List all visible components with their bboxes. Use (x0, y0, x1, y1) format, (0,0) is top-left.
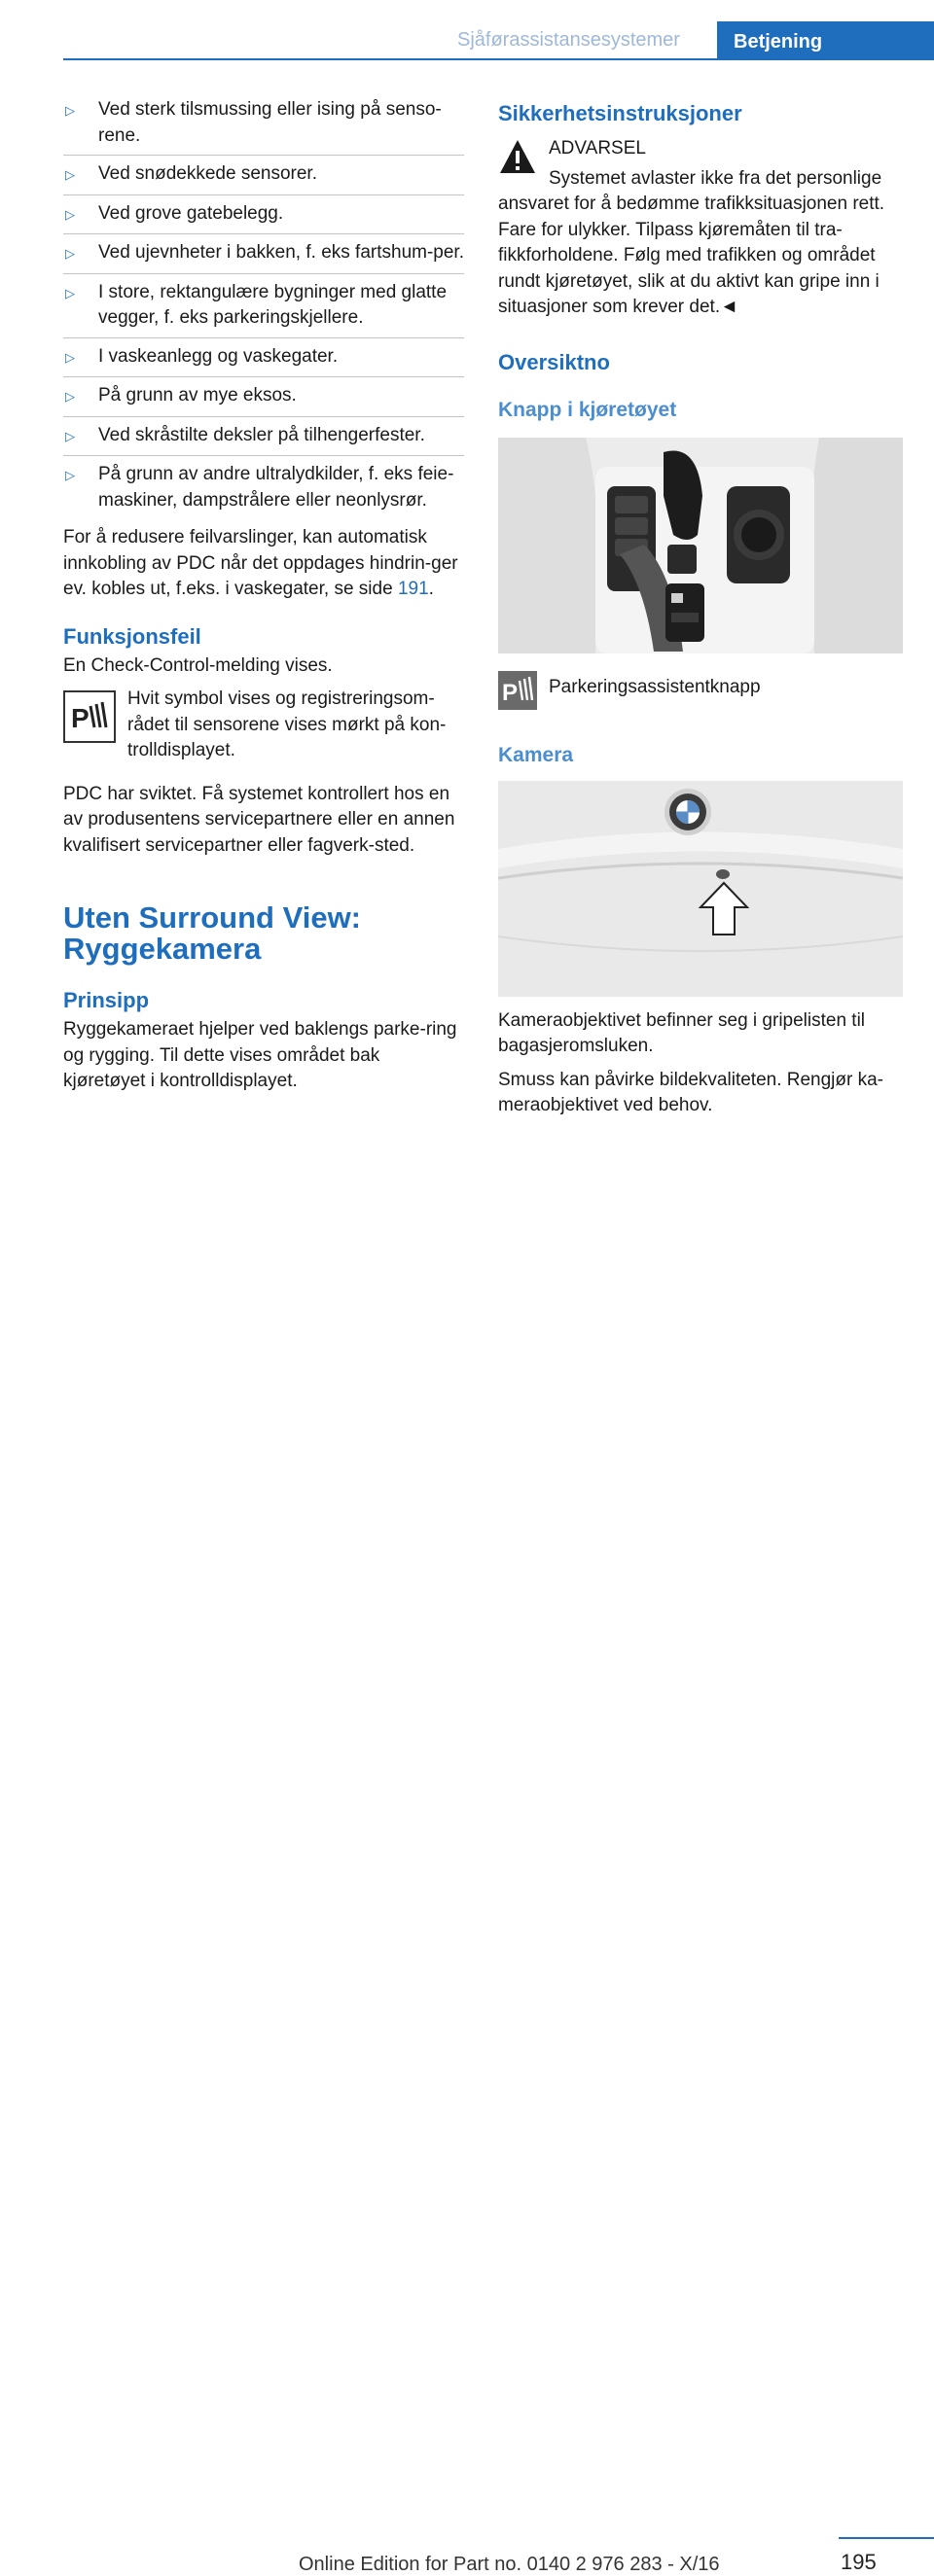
triangle-bullet-icon: ▷ (65, 246, 75, 261)
footer-rule (839, 2537, 934, 2539)
subsection-title-knapp: Knapp i kjøretøyet (498, 398, 677, 421)
list-item: ▷ I store, rektangulære bygninger med glatte vegger, f. eks parkeringskjellere. (63, 280, 464, 338)
edition-text: Online Edition for Part no. 0140 2 976 283 - X/16 (299, 2554, 720, 2575)
list-item: ▷ Ved ujevnheter i bakken, f. eks fartshum‐per. (63, 240, 464, 274)
triangle-bullet-icon: ▷ (65, 167, 75, 182)
funksjonsfeil-text: En Check-Control-melding vises. (63, 654, 333, 676)
list-item: ▷ På grunn av mye eksos. (63, 383, 464, 417)
kamera-text-2: Smuss kan påvirke bildekvaliteten. Rengjør ka‐meraobjektivet ved behov. (498, 1069, 884, 1115)
button-legend (498, 671, 905, 715)
camera-photo (498, 781, 903, 997)
section-title-safety: Sikkerhetsinstruksjoner (498, 101, 742, 125)
section-title-oversikt: Oversiktno (498, 349, 610, 374)
svg-text:P: P (502, 679, 519, 706)
page-number: 195 (841, 2550, 877, 2574)
prinsipp-text: Ryggekameraet hjelper ved baklengs parke‐ring og rygging. Til dette vises området bak kjøretøyet i kontrolldisplayet. (63, 1019, 457, 1091)
svg-text:P: P (71, 703, 90, 733)
page-footer (0, 1268, 934, 2575)
warning-icon (498, 136, 549, 192)
symbol-note (63, 687, 464, 764)
triangle-bullet-icon: ▷ (65, 428, 75, 443)
symbol-text: Hvit symbol vises og registreringsom‐rådet til sensorene vises mørkt på kon‐trolldisplayet. (127, 688, 447, 760)
warning-text: ansvaret for å bedømme trafikksituasjonen rett. Fare for ulykker. Tilpass kjøremåten til tra‐fikkforholdene. Følg med trafikken og området rundt kjøretøyet, slik at du aktivt kan gripe inn i situasjoner som krever det.◄ (498, 194, 885, 317)
warning-block (498, 136, 905, 192)
chapter-title: Uten Surround View: Ryggekamera (63, 900, 362, 966)
header-rule (63, 58, 934, 60)
parking-sensor-fault-icon (63, 690, 116, 743)
list-item: ▷ Ved grove gatebelegg. (63, 201, 464, 235)
header-tab: Betjening (717, 21, 934, 60)
list-item: ▷ Ved snødekkede sensorer. (63, 161, 464, 195)
list-item: ▷ I vaskeanlegg og vaskegater. (63, 344, 464, 378)
triangle-bullet-icon: ▷ (65, 103, 75, 118)
page-link-191[interactable]: 191 (397, 579, 429, 599)
list-item: ▷ Ved skråstilte deksler på tilhengerfester. (63, 423, 464, 457)
parking-assistant-button-icon (498, 671, 549, 715)
triangle-bullet-icon: ▷ (65, 206, 75, 222)
header-section-title: Sjåførassistansesystemer (457, 29, 680, 51)
section-title-funksjonsfeil: Funksjonsfeil (63, 623, 201, 649)
subsection-title-kamera: Kamera (498, 743, 574, 766)
button-label: Parkeringsassistentknapp (549, 676, 761, 697)
kamera-text-1: Kameraobjektivet befinner seg i gripelisten til bagasjeromsluken. (498, 1009, 866, 1056)
list-item: ▷ Ved sterk tilsmussing eller ising på senso‐rene. (63, 97, 464, 156)
triangle-bullet-icon: ▷ (65, 468, 75, 482)
auto-pdc-paragraph: For å redusere feilvarslinger, kan automatisk innkobling av PDC når det oppdages hindrin‐ger ev. kobles ut, f.eks. i vaskegater, se side 191. (63, 527, 458, 599)
section-title-prinsipp: Prinsipp (63, 988, 150, 1012)
triangle-bullet-icon: ▷ (65, 349, 75, 365)
triangle-bullet-icon: ▷ (65, 389, 75, 404)
pdc-fault-text: PDC har sviktet. Få systemet kontrollert hos en av produsentens servicepartnere eller en annen kvalifisert servicepartner eller fagverk‐sted. (63, 783, 455, 856)
warning-label: ADVARSEL (549, 138, 646, 159)
list-item: ▷ På grunn av andre ultralydkilder, f. eks feie‐maskiner, dampstrålere eller neonlysrør. (63, 462, 464, 519)
page-header (0, 0, 934, 60)
bullet-list (63, 97, 464, 519)
console-photo (498, 438, 903, 653)
triangle-bullet-icon: ▷ (65, 285, 75, 300)
warning-first-line: Systemet avlaster ikke fra det personlige (549, 167, 882, 189)
left-column (63, 97, 464, 1095)
right-column (498, 97, 905, 1119)
